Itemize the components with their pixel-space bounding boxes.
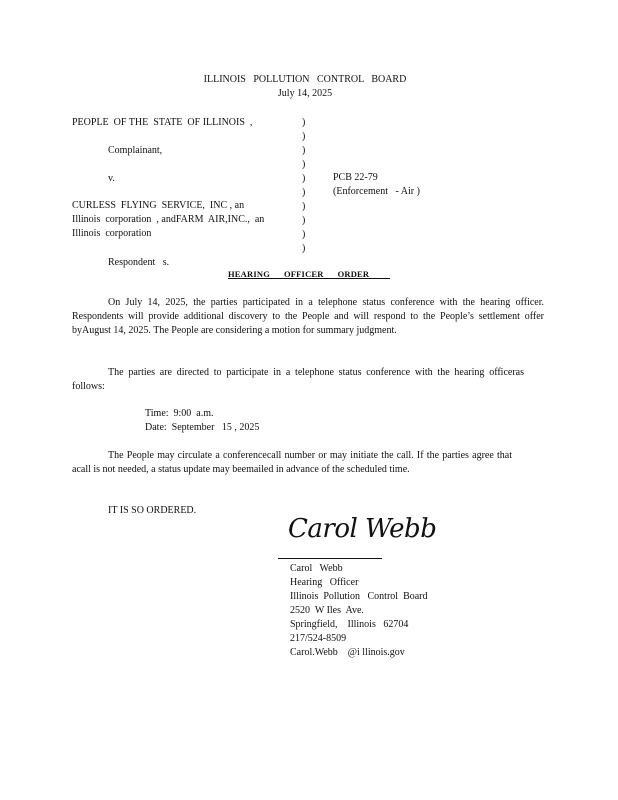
paragraph-status: On July 14, 2025, the parties participated in a telephone status conference with the hearing officer. Respondents will provide additional discovery to the People and will respond to the People’s settlement offer byAugust 14, 2025. The People are considering a motion for summary judgment.: [72, 297, 544, 336]
conference-time: Time: 9:00 a.m.: [145, 408, 214, 419]
caption-parentheses: [302, 116, 312, 256]
paren: ): [302, 201, 306, 212]
case-type: (Enforcement - Air ): [333, 186, 420, 197]
complainant-label: Complainant,: [108, 145, 163, 156]
so-ordered: IT IS SO ORDERED.: [108, 505, 197, 516]
handwritten-signature: Carol Webb: [288, 514, 437, 544]
respondent-name-line2: Illinois corporation , andFARM AIR,INC., an: [72, 214, 265, 225]
paren: ): [302, 173, 306, 184]
paren: ): [302, 187, 306, 198]
signer-city: Springfield, Illinois 62704: [290, 619, 409, 630]
signature-block: [290, 562, 428, 660]
title-underline: [228, 278, 390, 279]
signer-phone: 217/524-8509: [290, 633, 347, 644]
signer-name: Carol Webb: [290, 563, 343, 574]
versus-label: v.: [108, 173, 115, 184]
order-title: HEARING OFFICER ORDER: [228, 269, 370, 279]
paren: ): [302, 243, 306, 254]
order-date: July 14, 2025: [277, 88, 333, 99]
respondent-name-line3: Illinois corporation: [72, 228, 152, 239]
respondent-name-line1: CURLESS FLYING SERVICE, INC , an: [72, 200, 245, 211]
paren: ): [302, 131, 306, 142]
signer-organization: Illinois Pollution Control Board: [290, 591, 428, 602]
respondent-label: Respondent s.: [108, 257, 170, 268]
signer-email: Carol.Webb @i llinois.gov: [290, 647, 405, 658]
complainant-party: PEOPLE OF THE STATE OF ILLINOIS ,: [72, 117, 253, 128]
paragraph-call: The People may circulate a conferencecall number or may initiate the call. If the parties agree that acall is not needed, a status update may beemailed in advance of the scheduled time.: [72, 450, 512, 475]
signature-line: [278, 558, 382, 559]
paren: ): [302, 117, 306, 128]
conference-date: Date: September 15 , 2025: [145, 422, 260, 433]
paren: ): [302, 215, 306, 226]
signer-address: 2520 W Iles Ave.: [290, 605, 364, 616]
signer-title: Hearing Officer: [290, 577, 359, 588]
paren: ): [302, 145, 306, 156]
case-number: PCB 22-79: [333, 172, 378, 183]
paragraph-directive: The parties are directed to participate in a telephone status conference with the hearing officeras follows:: [72, 367, 524, 392]
board-name: ILLINOIS POLLUTION CONTROL BOARD: [203, 74, 407, 85]
paren: ): [302, 159, 306, 170]
paren: ): [302, 229, 306, 240]
